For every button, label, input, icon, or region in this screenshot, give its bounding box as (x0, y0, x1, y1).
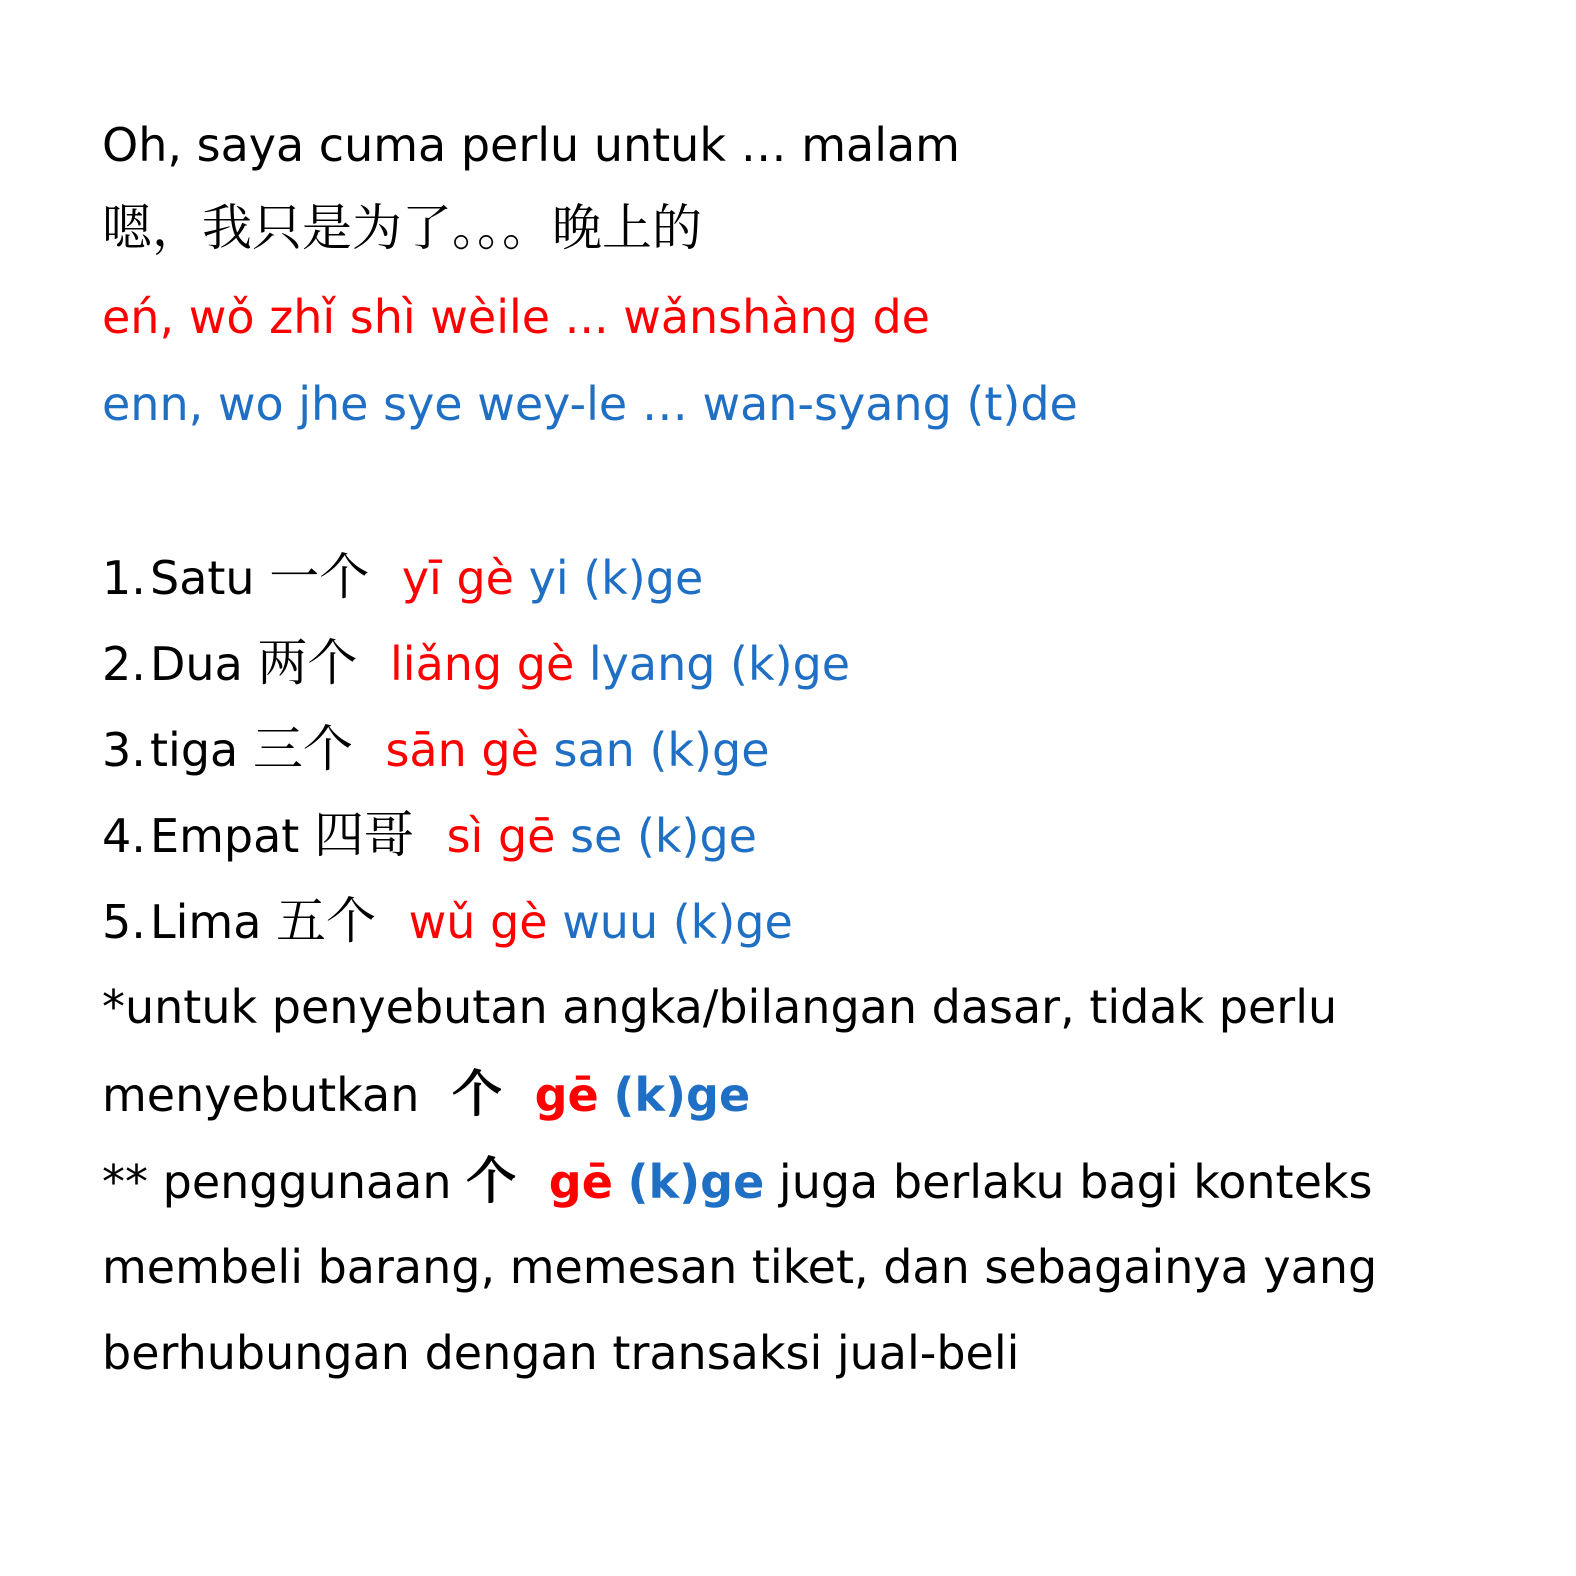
intro-chinese (102, 200, 702, 256)
intro-pinyin-text: eń, wǒ zhǐ shì wèile ... wǎnshàng de (102, 290, 930, 344)
list-item-chinese: 两个 (257, 634, 358, 692)
list-item (102, 807, 757, 864)
list-item-pinyin-number: yī (401, 551, 442, 605)
measure-word-pronunciation: (k)ge (613, 1068, 751, 1122)
list-item-chinese: 四哥 (313, 806, 414, 864)
measure-word-chinese: 个 (466, 1151, 517, 1210)
list-item-pinyin-measure: gè (481, 723, 539, 777)
note-usage-text: juga berlaku bagi konteks (778, 1155, 1373, 1209)
note-basic-numbers-text: *untuk penyebutan angka/bilangan dasar, tidak perlu (102, 980, 1338, 1034)
list-item-word: Lima (150, 895, 262, 949)
list-item-word: Empat (150, 809, 300, 863)
intro-pinyin (102, 289, 930, 345)
list-item (102, 721, 770, 778)
list-item-pronunciation: wuu (k)ge (562, 895, 793, 949)
list-item-chinese: 三个 (252, 720, 353, 778)
intro-chinese-text: 嗯，我只是为了。。。晚上的 (102, 199, 702, 257)
list-item-chinese: 五个 (276, 892, 377, 950)
intro-pronunciation-text: enn, wo jhe sye wey-le … wan-syang (t)de (102, 377, 1078, 431)
list-item-pinyin-measure: gè (490, 895, 548, 949)
list-item-index: 5. (102, 895, 146, 949)
measure-word-chinese: 个 (451, 1064, 502, 1123)
note-usage (102, 1153, 1372, 1210)
list-item-pronunciation: lyang (k)ge (588, 637, 851, 691)
note-usage-text: membeli barang, memesan tiket, dan sebagainya yang (102, 1240, 1378, 1294)
note-usage-line3 (102, 1325, 1019, 1381)
list-item (102, 635, 850, 692)
intro-pronunciation (102, 376, 1078, 432)
measure-word-pinyin: gē (534, 1068, 599, 1122)
list-item-pinyin-measure: gè (456, 551, 514, 605)
measure-word-pinyin: gē (548, 1155, 613, 1209)
note-basic-numbers-text: menyebutkan (102, 1068, 420, 1122)
note-basic-numbers (102, 979, 1337, 1035)
list-item-pinyin-measure: gè (516, 637, 575, 691)
intro-indonesian (102, 117, 960, 173)
list-item-word: tiga (150, 723, 239, 777)
note-usage-text: berhubungan dengan transaksi jual-beli (102, 1326, 1020, 1380)
list-item-word: Dua (150, 637, 243, 691)
list-item-pinyin-number: liǎng (390, 637, 503, 691)
measure-word-pronunciation: (k)ge (627, 1155, 765, 1209)
list-item-word: Satu (150, 551, 255, 605)
list-item-pinyin-number: sì (446, 809, 484, 863)
note-usage-text: ** penggunaan (102, 1155, 452, 1209)
list-item-pinyin-number: sān (385, 723, 467, 777)
list-item-pronunciation: yi (k)ge (528, 551, 704, 605)
note-basic-numbers-line2 (102, 1066, 750, 1123)
list-item-index: 2. (102, 637, 146, 691)
intro-indonesian-text: Oh, saya cuma perlu untuk … malam (102, 118, 960, 172)
list-item-pronunciation: se (k)ge (570, 809, 757, 863)
note-usage-line2 (102, 1239, 1377, 1295)
list-item (102, 549, 703, 606)
list-item-pronunciation: san (k)ge (553, 723, 770, 777)
list-item-index: 4. (102, 809, 146, 863)
list-item-index: 1. (102, 551, 146, 605)
list-item-pinyin-number: wǔ (408, 895, 476, 949)
list-item-pinyin-measure: gē (497, 809, 556, 863)
list-item (102, 893, 793, 950)
list-item-index: 3. (102, 723, 146, 777)
list-item-chinese: 一个 (269, 548, 370, 606)
